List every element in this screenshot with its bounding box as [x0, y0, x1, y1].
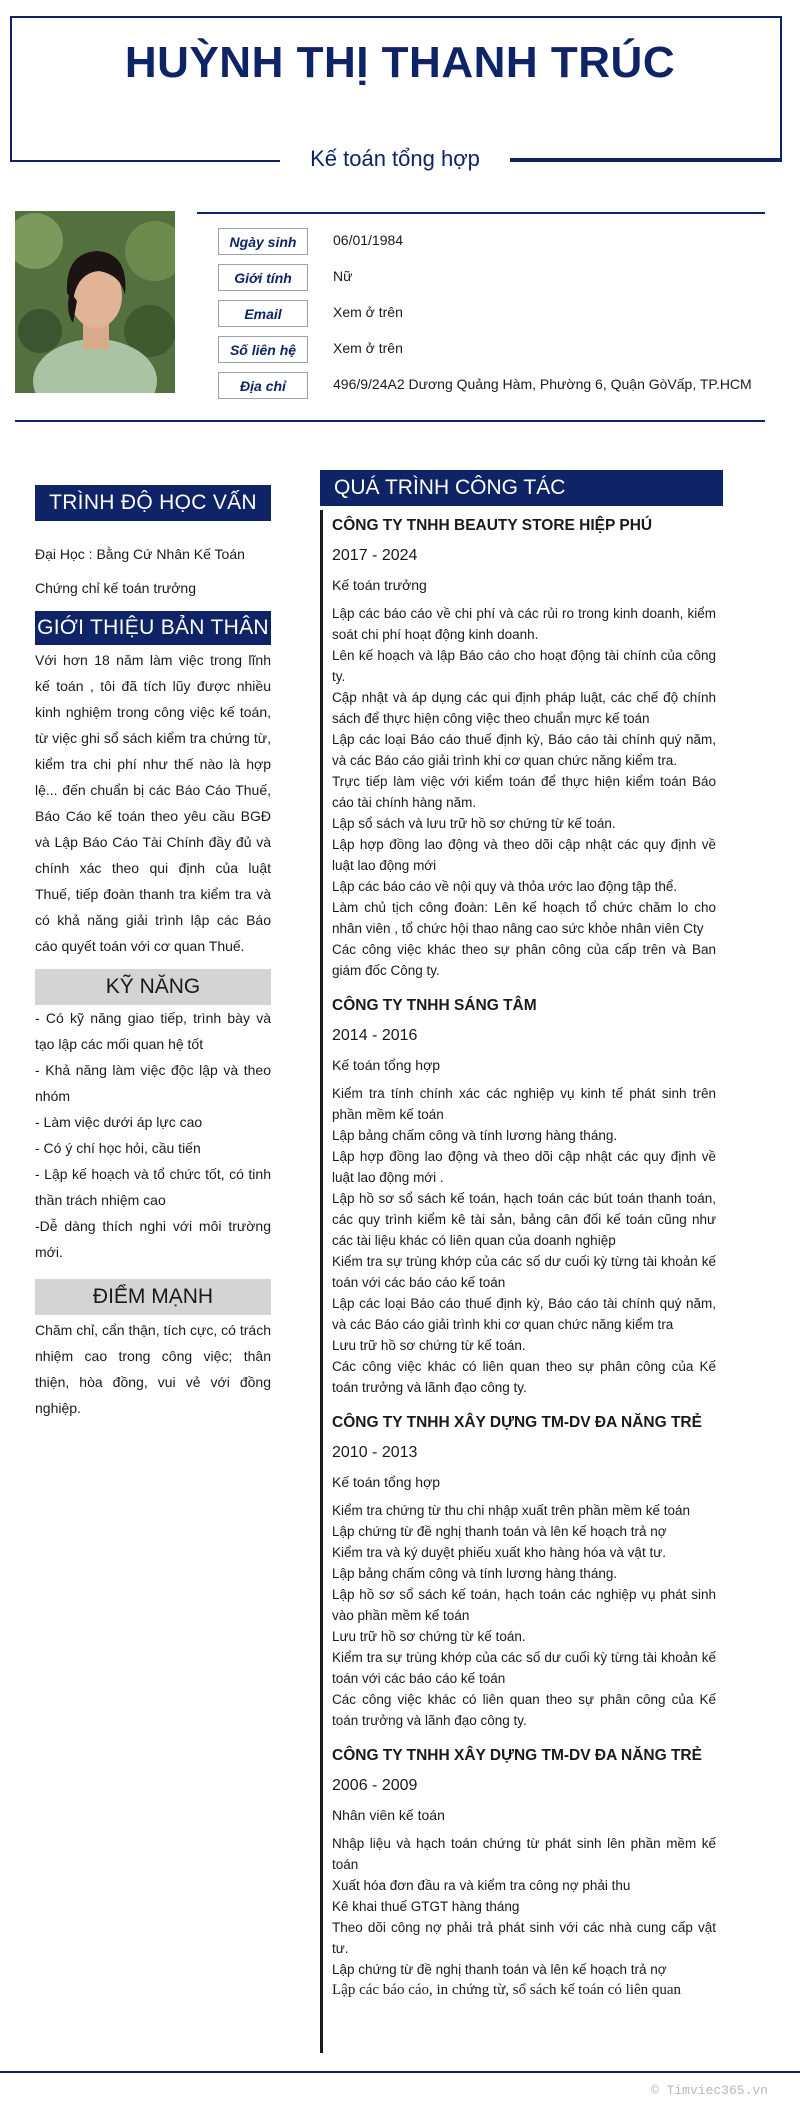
info-label-phone: Số liên hệ [218, 336, 308, 363]
job-duty: Lập bảng chấm công và tính lương hàng tháng. [332, 1566, 618, 1581]
left-column [35, 485, 271, 1421]
job-duty: Theo dõi công nợ phải trả phát sinh với các nhà cung cấp vật tư. [332, 1920, 716, 1956]
job-duty: Lập hợp đồng lao động và theo dõi cập nhật các quy định về luật lao động mới [332, 837, 716, 873]
skill-item: - Lập kế hoạch và tổ chức tốt, có tinh thần trách nhiệm cao [35, 1166, 271, 1208]
skill-item: - Có kỹ năng giao tiếp, trình bày và tạo lập các mối quan hệ tốt [35, 1010, 271, 1052]
job-position: Kế toán trưởng [332, 577, 427, 593]
info-top-divider [197, 212, 765, 214]
job-duty: Lập chứng từ đề nghị thanh toán và lên kế hoạch trả nợ [332, 1524, 667, 1539]
job-duty: Xuất hóa đơn đầu ra và kiểm tra công nợ phải thu [332, 1878, 631, 1893]
job-duty: Kiểm tra sự trùng khớp của các số dư cuối kỳ từng tài khoản kế toán với các báo cáo kế toán [332, 1650, 716, 1686]
intro-heading: GIỚI THIỆU BẢN THÂN [35, 611, 271, 645]
job-duties [332, 603, 716, 981]
job-duty: Lưu trữ hồ sơ chứng từ kế toán. [332, 1338, 526, 1353]
candidate-name: HUỲNH THỊ THANH TRÚC [124, 38, 676, 87]
job-years: 2014 - 2016 [332, 1027, 418, 1044]
skill-item: - Có ý chí học hỏi, cầu tiến [35, 1140, 201, 1156]
education-item: Đại Học : Bằng Cứ Nhân Kế Toán [35, 546, 245, 562]
job-company: CÔNG TY TNHH BEAUTY STORE HIỆP PHÚ [332, 517, 653, 534]
skill-item: - Khả năng làm việc độc lập và theo nhóm [35, 1062, 271, 1104]
skills-heading: KỸ NĂNG [35, 969, 271, 1005]
info-value-gender: Nữ [333, 268, 353, 284]
strengths-text: Chăm chỉ, cẩn thận, tích cực, có trách nhiệm cao trong công việc; thân thiện, hòa đồng, vui vẻ với đồng nghiệp. [35, 1322, 271, 1416]
job-duty: Kiểm tra chứng từ thu chi nhập xuất trên phần mềm kế toán [332, 1503, 691, 1518]
job-duty: Kê khai thuế GTGT hàng tháng [332, 1899, 520, 1914]
job-company: CÔNG TY TNHH SÁNG TÂM [332, 997, 537, 1014]
work-heading: QUÁ TRÌNH CÔNG TÁC [320, 470, 723, 506]
education-item: Chứng chỉ kế toán trưởng [35, 580, 197, 596]
header-divider-line [492, 158, 782, 160]
job-company: CÔNG TY TNHH XÂY DỰNG TM-DV ĐA NĂNG TRẺ [332, 1747, 702, 1764]
job-duty: Lập các loại Báo cáo thuế định kỳ, Báo cáo tài chính quý năm, và các Báo cáo giải trình khi cơ quan chức năng kiểm tra [332, 1296, 716, 1332]
job-company: CÔNG TY TNHH XÂY DỰNG TM-DV ĐA NĂNG TRẺ [332, 1414, 702, 1431]
job-duty: Lập hợp đồng lao động và theo dõi cập nhật các quy định về luật lao động mới . [332, 1149, 716, 1185]
job-duty: Các công việc khác theo sự phân công của cấp trên và Ban giám đốc Công ty. [332, 942, 716, 978]
job-duty: Lập các báo cáo về chi phí và các rủi ro trong kinh doanh, kiểm soát chi phí hoạt động kinh doanh. [332, 606, 716, 642]
profile-photo [15, 211, 175, 393]
work-list [332, 515, 716, 2001]
info-label-email: Email [218, 300, 308, 327]
job-duty: Lập hồ sơ sổ sách kế toán, hạch toán các bút toán thanh toán, các quy trình kiểm kê tài sản, bảng cân đối kế toán cũng như các tài liệu khác có liên quan của doanh nghiệp [332, 1191, 716, 1248]
info-bottom-divider [15, 420, 765, 422]
job-years: 2017 - 2024 [332, 547, 418, 564]
info-label-birthdate: Ngày sinh [218, 228, 308, 255]
job-years: 2010 - 2013 [332, 1444, 418, 1461]
info-value-phone: Xem ở trên [333, 340, 403, 356]
job-duty: Lập các loại Báo cáo thuế định kỳ, Báo cáo tài chính quý năm, và các Báo cáo giải trình khi cơ quan chức năng kiểm tra. [332, 732, 716, 768]
job-title: Kế toán tổng hợp [280, 146, 510, 172]
job-duty: Lên kế hoạch và lập Báo cáo cho hoạt động tài chính của công ty. [332, 648, 716, 684]
job-duty: Lập các báo cáo, in chứng từ, sổ sách kế toán có liên quan [332, 1982, 682, 1998]
job-years: 2006 - 2009 [332, 1777, 418, 1794]
job-duties [332, 1833, 716, 2001]
info-label-address: Địa chỉ [218, 372, 308, 399]
skill-item: - Làm việc dưới áp lực cao [35, 1114, 203, 1130]
job-duty: Lập các báo cáo về nội quy và thỏa ước lao động tập thể. [332, 879, 678, 894]
job-duties [332, 1083, 716, 1398]
job-duty: Cập nhật và áp dụng các qui định pháp luật, các chế độ chính sách để thực hiện công việc theo chuẩn mực kế toán [332, 690, 716, 726]
job-position: Nhân viên kế toán [332, 1807, 445, 1823]
intro-text: Với hơn 18 năm làm việc trong lĩnh kế toán , tôi đã tích lũy được nhiều kinh nghiệm trong công việc kế toán, từ việc ghi sổ sách kiểm tra chứng từ, kiểm tra chi phí như thế nào là hợp lệ... đến chuẩn bị các Báo Cáo Thuế, Báo Cáo kế toán theo yêu cầu BGĐ và Lập Báo Cáo Tài Chính đầy đủ và chính xác theo qui định của luật Thuế, tiếp đoàn thanh tra kiểm tra và có khả năng giải trình lập các Báo cáo quyết toán với cơ quan Thuế. [35, 652, 271, 954]
job-duty: Lưu trữ hồ sơ chứng từ kế toán. [332, 1629, 526, 1644]
job-duties [332, 1500, 716, 1731]
info-value-email: Xem ở trên [333, 304, 403, 320]
job-duty: Làm chủ tịch công đoàn: Lên kế hoạch tổ chức chăm lo cho nhân viên , tổ chức hội thao nâng cao sức khỏe nhân viên Cty [332, 900, 716, 936]
job-duty: Kiểm tra tính chính xác các nghiệp vụ kinh tế phát sinh trên phần mềm kế toán [332, 1086, 716, 1122]
info-value-address: 496/9/24A2 Dương Quảng Hàm, Phường 6, Quận GòVấp, TP.HCM [333, 376, 752, 392]
strengths-heading: ĐIỂM MẠNH [35, 1279, 271, 1315]
job-duty: Lập bảng chấm công và tính lương hàng tháng. [332, 1128, 618, 1143]
job-duty: Kiểm tra và ký duyệt phiếu xuất kho hàng hóa và vật tư. [332, 1545, 666, 1560]
job-duty: Trực tiếp làm việc với kiểm toán để thực hiện kiểm toán Báo cáo tài chính hàng năm. [332, 774, 716, 810]
job-duty: Nhập liệu và hạch toán chứng từ phát sinh lên phần mềm kế toán [332, 1836, 716, 1872]
job-duty: Các công việc khác có liên quan theo sự phân công của Kế toán trưởng và lãnh đạo công ty. [332, 1359, 716, 1395]
footer-divider [0, 2071, 800, 2073]
education-heading: TRÌNH ĐỘ HỌC VẤN [35, 485, 271, 521]
job-position: Kế toán tổng hợp [332, 1057, 441, 1073]
job-duty: Lập hồ sơ sổ sách kế toán, hạch toán các nghiệp vụ phát sinh vào phần mềm kế toán [332, 1587, 716, 1623]
profile-photo-image [15, 211, 175, 393]
job-position: Kế toán tổng hợp [332, 1474, 441, 1490]
job-duty: Lập sổ sách và lưu trữ hồ sơ chứng từ kế toán. [332, 816, 616, 831]
info-label-gender: Giới tính [218, 264, 308, 291]
info-value-birthdate: 06/01/1984 [333, 232, 404, 248]
job-duty: Các công việc khác có liên quan theo sự phân công của Kế toán trưởng và lãnh đạo công ty. [332, 1692, 716, 1728]
watermark: © Timviec365.vn [650, 2083, 768, 2098]
job-duty: Kiểm tra sự trùng khớp của các số dư cuối kỳ từng tài khoản kế toán với các báo cáo kế toán [332, 1254, 716, 1290]
job-duty: Lập chứng từ đề nghị thanh toán và lên kế hoạch trả nợ [332, 1962, 667, 1977]
work-timeline-line [320, 510, 323, 2053]
skill-item: -Dễ dàng thích nghi với môi trường mới. [35, 1218, 271, 1260]
